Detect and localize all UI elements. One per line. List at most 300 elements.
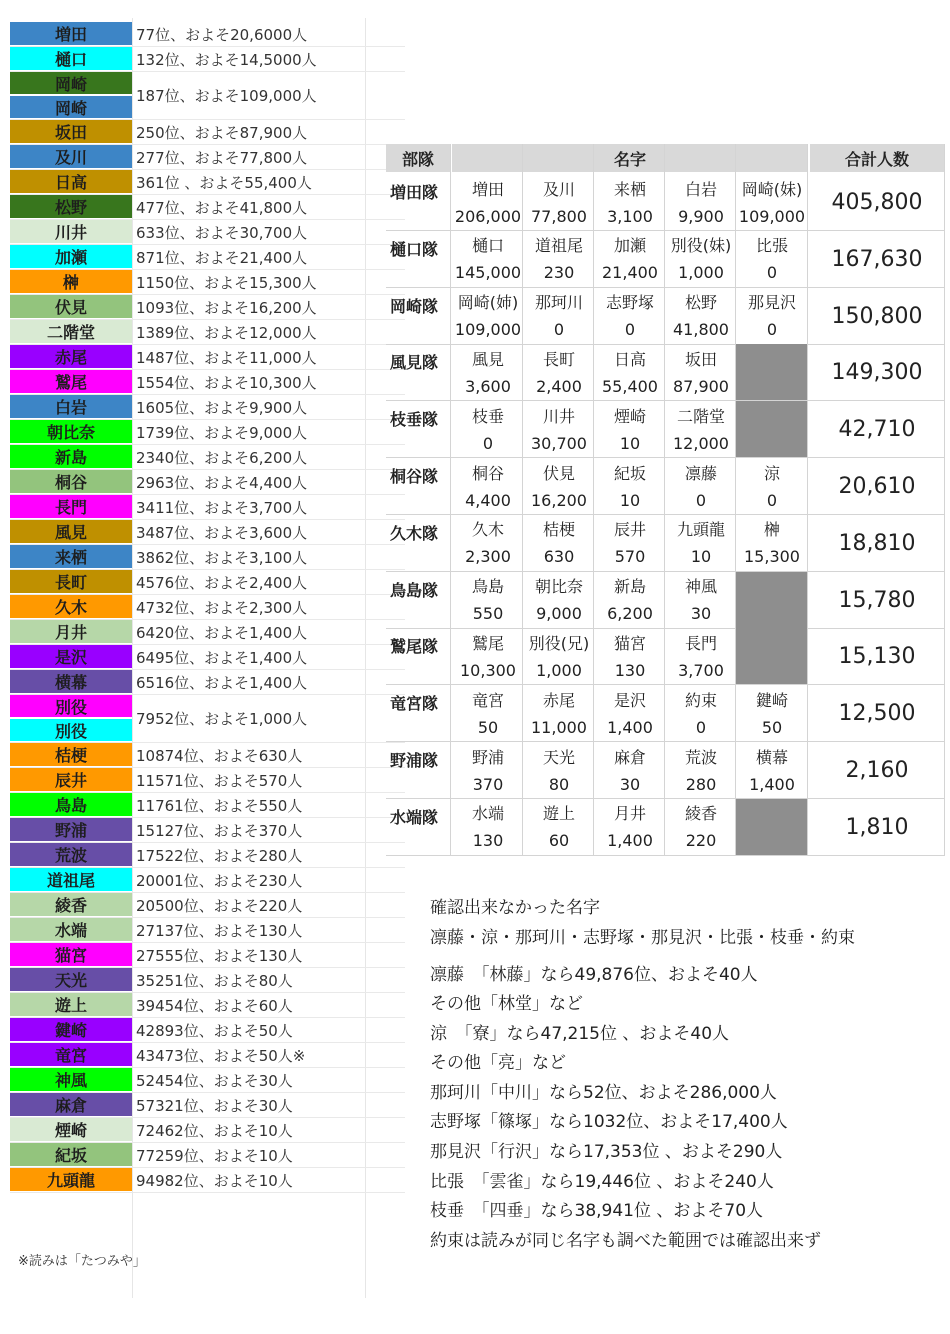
member-count: 87,900 bbox=[673, 376, 729, 396]
member-count: 0 bbox=[766, 320, 778, 340]
member-surname: 桔梗 bbox=[542, 520, 575, 540]
note-line: 志野塚「篠塚」なら1032位、およそ17,400人 bbox=[430, 1112, 788, 1132]
ranking-row bbox=[10, 1118, 405, 1143]
member-count: 0 bbox=[482, 433, 494, 453]
member-count: 10,300 bbox=[460, 660, 516, 680]
surname-label: 榊 bbox=[10, 270, 132, 293]
rank-and-population: 2963位、およそ4,400人 bbox=[136, 473, 308, 492]
member-surname: 綾香 bbox=[684, 804, 717, 824]
team-total: 15,130 bbox=[838, 644, 916, 670]
member-count: 10 bbox=[690, 547, 712, 567]
rank-and-population: 17522位、およそ280人 bbox=[136, 846, 303, 865]
ranking-row bbox=[10, 818, 405, 843]
note-line: 比張 「雲雀」なら19,446位 、およそ240人 bbox=[430, 1172, 774, 1192]
member-surname: 天光 bbox=[542, 747, 575, 767]
surname-cell bbox=[10, 743, 132, 767]
member-surname: 涼 bbox=[763, 463, 780, 483]
ranking-row bbox=[10, 170, 405, 195]
member-count: 1,000 bbox=[536, 660, 582, 680]
header-team: 部隊 bbox=[386, 144, 450, 172]
surname-label: 道祖尾 bbox=[10, 868, 132, 891]
member-surname: 伏見 bbox=[542, 463, 575, 483]
rank-and-population: 1093位、およそ16,200人 bbox=[136, 298, 317, 317]
ranking-row bbox=[10, 445, 405, 470]
member-surname: 竜宮 bbox=[471, 690, 504, 710]
member-surname: 加瀬 bbox=[613, 236, 646, 256]
rank-and-population: 72462位、およそ10人 bbox=[136, 1121, 293, 1140]
surname-cell bbox=[10, 72, 132, 119]
team-block bbox=[386, 231, 950, 288]
member-count: 16,200 bbox=[531, 490, 587, 510]
note-line: 約束は読みが同じ名字も調べた範囲では確認出来ず bbox=[430, 1231, 821, 1251]
ranking-row bbox=[10, 495, 405, 520]
ranking-row bbox=[10, 743, 405, 768]
member-count: 1,400 bbox=[607, 717, 653, 737]
member-count: 3,100 bbox=[607, 206, 653, 226]
member-surname: 風見 bbox=[471, 349, 504, 369]
surname-label: 鳥島 bbox=[10, 793, 132, 816]
surname-label: 野浦 bbox=[10, 818, 132, 841]
team-block bbox=[386, 742, 950, 799]
rank-and-population: 361位 、およそ55,400人 bbox=[136, 173, 312, 192]
member-count: 550 bbox=[472, 604, 504, 624]
member-surname: 約束 bbox=[684, 690, 717, 710]
member-surname: 神風 bbox=[684, 577, 717, 597]
member-count: 0 bbox=[695, 717, 707, 737]
member-surname: 志野塚 bbox=[605, 293, 654, 313]
member-surname: 辰井 bbox=[613, 520, 646, 540]
member-surname: 那珂川 bbox=[534, 293, 583, 313]
team-name: 樋口隊 bbox=[390, 239, 439, 259]
team-name: 水端隊 bbox=[390, 807, 439, 827]
surname-cell bbox=[10, 170, 132, 194]
surname-label: 辰井 bbox=[10, 768, 132, 791]
member-count: 280 bbox=[685, 774, 717, 794]
surname-cell bbox=[10, 818, 132, 842]
note-line: 凛藤・涼・那珂川・志野塚・那見沢・比張・枝垂・約束 bbox=[430, 928, 855, 948]
surname-label: 鍵崎 bbox=[10, 1018, 132, 1041]
surname-label: 竜宮 bbox=[10, 1043, 132, 1066]
team-block bbox=[386, 572, 950, 629]
rank-and-population: 2340位、およそ6,200人 bbox=[136, 448, 308, 467]
rank-and-population: 6516位、およそ1,400人 bbox=[136, 673, 308, 692]
ranking-row bbox=[10, 295, 405, 320]
member-count: 41,800 bbox=[673, 320, 729, 340]
empty-cell bbox=[736, 827, 808, 855]
surname-cell bbox=[10, 1143, 132, 1167]
team-total: 1,810 bbox=[845, 814, 909, 840]
member-surname: 道祖尾 bbox=[534, 236, 583, 256]
surname-label: 風見 bbox=[10, 520, 132, 543]
surname-label: 白岩 bbox=[10, 395, 132, 418]
surname-label: 別役 bbox=[10, 695, 132, 717]
empty-cell bbox=[736, 600, 808, 628]
member-surname: 凛藤 bbox=[684, 463, 717, 483]
member-count: 80 bbox=[548, 774, 570, 794]
member-count: 370 bbox=[472, 774, 504, 794]
team-block bbox=[386, 685, 950, 742]
member-count: 3,700 bbox=[678, 660, 724, 680]
surname-cell bbox=[10, 220, 132, 244]
member-surname: 麻倉 bbox=[613, 747, 646, 767]
member-surname: 榊 bbox=[763, 520, 780, 540]
surname-label: 朝比奈 bbox=[10, 420, 132, 443]
rank-and-population: 1389位、およそ12,000人 bbox=[136, 323, 317, 342]
rank-and-population: 77259位、およそ10人 bbox=[136, 1146, 293, 1165]
member-count: 10 bbox=[619, 433, 641, 453]
ranking-row bbox=[10, 768, 405, 793]
member-surname: 白岩 bbox=[684, 179, 717, 199]
member-surname: 長町 bbox=[542, 349, 575, 369]
rank-and-population: 633位、およそ30,700人 bbox=[136, 223, 308, 242]
team-name: 風見隊 bbox=[390, 353, 439, 373]
rank-and-population: 27555位、およそ130人 bbox=[136, 946, 303, 965]
rank-and-population: 4576位、およそ2,400人 bbox=[136, 573, 308, 592]
ranking-row bbox=[10, 145, 405, 170]
ranking-row bbox=[10, 620, 405, 645]
team-name: 野浦隊 bbox=[390, 751, 439, 770]
surname-cell bbox=[10, 345, 132, 369]
surname-label: 天光 bbox=[10, 968, 132, 991]
member-count: 206,000 bbox=[454, 206, 522, 226]
rank-and-population: 477位、およそ41,800人 bbox=[136, 198, 308, 217]
squad-table bbox=[386, 144, 950, 856]
surname-label: 荒波 bbox=[10, 843, 132, 866]
ranking-row bbox=[10, 1093, 405, 1118]
surname-label: 樋口 bbox=[10, 47, 132, 70]
ranking-row bbox=[10, 570, 405, 595]
member-count: 130 bbox=[472, 831, 504, 851]
member-count: 11,000 bbox=[531, 717, 587, 737]
surname-label: 麻倉 bbox=[10, 1093, 132, 1116]
member-surname: 紀坂 bbox=[613, 463, 646, 483]
member-count: 130 bbox=[614, 660, 646, 680]
member-count: 55,400 bbox=[602, 376, 658, 396]
surname-cell bbox=[10, 620, 132, 644]
note-line: 涼 「寮」なら47,215位 、およそ40人 bbox=[430, 1024, 730, 1044]
surname-cell bbox=[10, 420, 132, 444]
team-block bbox=[386, 515, 950, 572]
surname-label: 来栖 bbox=[10, 545, 132, 568]
surname-label: 松野 bbox=[10, 195, 132, 218]
rank-and-population: 6420位、およそ1,400人 bbox=[136, 623, 308, 642]
ranking-row bbox=[10, 793, 405, 818]
ranking-row bbox=[10, 968, 405, 993]
member-surname: 川井 bbox=[542, 406, 575, 426]
member-count: 0 bbox=[695, 490, 707, 510]
surname-label: 遊上 bbox=[10, 993, 132, 1016]
team-block bbox=[386, 628, 950, 685]
rank-and-population: 7952位、およそ1,000人 bbox=[136, 710, 308, 728]
ranking-row bbox=[10, 595, 405, 620]
surname-cell bbox=[10, 843, 132, 867]
ranking-row bbox=[10, 22, 405, 47]
surname-label: 煙崎 bbox=[10, 1118, 132, 1141]
rank-and-population: 57321位、およそ30人 bbox=[136, 1096, 293, 1115]
member-count: 230 bbox=[543, 263, 575, 283]
ranking-row bbox=[10, 470, 405, 495]
empty-cell bbox=[736, 344, 808, 372]
team-total: 149,300 bbox=[831, 360, 923, 386]
column-divider bbox=[450, 144, 451, 856]
rank-and-population: 1605位、およそ9,900人 bbox=[136, 398, 308, 417]
surname-label: 久木 bbox=[10, 595, 132, 618]
note-line: 枝垂 「四垂」なら38,941位 、およそ70人 bbox=[430, 1201, 764, 1221]
ranking-row bbox=[10, 918, 405, 943]
team-name: 桐谷隊 bbox=[390, 467, 439, 486]
member-count: 630 bbox=[543, 547, 575, 567]
member-surname: 水端 bbox=[471, 804, 504, 824]
ranking-row bbox=[10, 645, 405, 670]
member-surname: 鷲尾 bbox=[471, 633, 504, 653]
note-line: 那見沢「行沢」なら17,353位 、およそ290人 bbox=[430, 1142, 783, 1162]
member-surname: 長門 bbox=[684, 633, 717, 653]
member-count: 1,400 bbox=[749, 774, 795, 794]
rank-and-population: 871位、およそ21,400人 bbox=[136, 248, 308, 267]
rank-and-population: 1150位、およそ15,300人 bbox=[136, 273, 317, 292]
team-total: 12,500 bbox=[838, 701, 916, 727]
empty-cell bbox=[736, 401, 808, 429]
ranking-row bbox=[10, 1168, 405, 1193]
surname-cell bbox=[10, 120, 132, 144]
ranking-row bbox=[10, 868, 405, 893]
member-count: 50 bbox=[477, 717, 499, 737]
surname-label: 伏見 bbox=[10, 295, 132, 318]
member-surname: 朝比奈 bbox=[534, 577, 583, 597]
rank-and-population: 11761位、およそ550人 bbox=[136, 796, 303, 815]
rank-and-population: 187位、およそ109,000人 bbox=[136, 87, 317, 105]
member-surname: 荒波 bbox=[684, 747, 717, 767]
member-surname: 月井 bbox=[613, 804, 646, 824]
member-surname: 新島 bbox=[613, 577, 646, 597]
member-surname: 来栖 bbox=[613, 179, 646, 199]
rank-and-population: 3411位、およそ3,700人 bbox=[136, 498, 308, 517]
ranking-row bbox=[10, 670, 405, 695]
header-surnames: 名字 bbox=[452, 144, 808, 172]
member-count: 50 bbox=[761, 717, 783, 737]
rank-and-population: 94982位、およそ10人 bbox=[136, 1171, 293, 1190]
surname-cell bbox=[10, 570, 132, 594]
member-count: 15,300 bbox=[744, 547, 800, 567]
team-total: 2,160 bbox=[845, 758, 909, 783]
rank-and-population: 10874位、およそ630人 bbox=[136, 746, 303, 765]
rank-and-population: 27137位、およそ130人 bbox=[136, 921, 303, 940]
column-divider bbox=[522, 144, 523, 856]
member-count: 1,400 bbox=[607, 831, 653, 851]
surname-cell bbox=[10, 595, 132, 619]
member-surname: 猫宮 bbox=[613, 633, 646, 653]
note-line: 那珂川「中川」なら52位、およそ286,000人 bbox=[430, 1083, 777, 1103]
member-surname: 日高 bbox=[613, 349, 646, 369]
team-name: 増田隊 bbox=[390, 183, 439, 202]
member-count: 1,000 bbox=[678, 263, 724, 283]
surname-cell bbox=[10, 645, 132, 669]
ranking-row bbox=[10, 420, 405, 445]
member-surname: 岡崎(妹) bbox=[741, 179, 803, 199]
member-count: 0 bbox=[766, 263, 778, 283]
team-name: 鳥島隊 bbox=[390, 580, 439, 600]
surname-cell bbox=[10, 195, 132, 219]
rank-and-population: 6495位、およそ1,400人 bbox=[136, 648, 308, 667]
empty-cell bbox=[736, 799, 808, 827]
team-block bbox=[386, 288, 950, 345]
rank-and-population: 250位、およそ87,900人 bbox=[136, 123, 308, 142]
surname-label: 水端 bbox=[10, 918, 132, 941]
surname-label: 鷲尾 bbox=[10, 370, 132, 393]
rank-and-population: 277位、およそ77,800人 bbox=[136, 148, 308, 167]
ranking-row bbox=[10, 1143, 405, 1168]
surname-cell bbox=[10, 768, 132, 792]
member-surname: 是沢 bbox=[613, 690, 646, 710]
surname-cell bbox=[10, 695, 132, 742]
surname-cell bbox=[10, 918, 132, 942]
surname-cell bbox=[10, 545, 132, 569]
surname-cell bbox=[10, 145, 132, 169]
member-surname: 松野 bbox=[684, 293, 717, 313]
ranking-row bbox=[10, 47, 405, 72]
member-surname: 煙崎 bbox=[613, 406, 646, 426]
member-count: 109,000 bbox=[738, 206, 806, 226]
note-line: 凛藤 「林藤」なら49,876位、およそ40人 bbox=[430, 965, 758, 985]
surname-cell bbox=[10, 943, 132, 967]
member-surname: 赤尾 bbox=[542, 690, 575, 710]
ranking-row bbox=[10, 1068, 405, 1093]
ranking-row bbox=[10, 843, 405, 868]
member-surname: 鳥島 bbox=[471, 577, 504, 597]
ranking-row bbox=[10, 370, 405, 395]
empty-cell bbox=[736, 429, 808, 457]
member-surname: 九頭龍 bbox=[676, 520, 725, 540]
team-name: 岡崎隊 bbox=[390, 296, 439, 316]
member-count: 60 bbox=[548, 831, 570, 851]
surname-label: 岡崎 bbox=[10, 72, 132, 94]
member-surname: 枝垂 bbox=[471, 406, 504, 426]
rank-and-population: 11571位、およそ570人 bbox=[136, 771, 303, 790]
surname-label: 神風 bbox=[10, 1068, 132, 1091]
surname-label: 日高 bbox=[10, 170, 132, 193]
member-count: 30 bbox=[619, 774, 641, 794]
surname-label: 桔梗 bbox=[10, 743, 132, 766]
rank-and-population: 1739位、およそ9,000人 bbox=[136, 423, 308, 442]
rank-and-population: 52454位、およそ30人 bbox=[136, 1071, 293, 1090]
ranking-row bbox=[10, 245, 405, 270]
team-block bbox=[386, 174, 950, 231]
surname-label: 新島 bbox=[10, 445, 132, 468]
rank-and-population: 132位、およそ14,5000人 bbox=[136, 50, 317, 69]
surname-label: 是沢 bbox=[10, 645, 132, 668]
member-surname: 桐谷 bbox=[471, 463, 504, 483]
surname-cell bbox=[10, 1043, 132, 1067]
rank-and-population: 42893位、およそ50人 bbox=[136, 1021, 293, 1040]
ranking-row bbox=[10, 893, 405, 918]
team-total: 15,780 bbox=[838, 587, 916, 613]
member-count: 0 bbox=[624, 320, 636, 340]
empty-cell bbox=[736, 656, 808, 684]
member-surname: 二階堂 bbox=[676, 406, 725, 426]
surname-cell bbox=[10, 520, 132, 544]
surname-cell bbox=[10, 993, 132, 1017]
member-count: 220 bbox=[685, 831, 717, 851]
note-line: その他「林堂」など bbox=[430, 994, 583, 1014]
rank-and-population: 39454位、およそ60人 bbox=[136, 996, 293, 1015]
member-surname: 横幕 bbox=[755, 747, 788, 767]
surname-label: 加瀬 bbox=[10, 245, 132, 268]
surname-label: 岡崎 bbox=[10, 96, 132, 118]
surname-label: 及川 bbox=[10, 145, 132, 168]
member-surname: 野浦 bbox=[471, 747, 504, 767]
column-divider bbox=[593, 144, 594, 856]
surname-label: 月井 bbox=[10, 620, 132, 643]
rank-and-population: 77位、およそ20,6000人 bbox=[136, 25, 308, 44]
member-count: 145,000 bbox=[454, 263, 522, 283]
member-surname: 坂田 bbox=[684, 349, 717, 369]
member-surname: 別役(妹) bbox=[670, 236, 732, 256]
member-surname: 遊上 bbox=[542, 804, 575, 824]
header-total: 合計人数 bbox=[810, 144, 944, 172]
empty-cell bbox=[736, 628, 808, 656]
surname-cell bbox=[10, 245, 132, 269]
surname-cell bbox=[10, 270, 132, 294]
surname-label: 二階堂 bbox=[10, 320, 132, 343]
member-count: 3,600 bbox=[465, 376, 511, 396]
surname-cell bbox=[10, 1118, 132, 1142]
surname-cell bbox=[10, 470, 132, 494]
surname-label: 横幕 bbox=[10, 670, 132, 693]
surname-label: 長町 bbox=[10, 570, 132, 593]
team-total: 405,800 bbox=[831, 190, 923, 215]
column-divider bbox=[807, 144, 808, 856]
note-line: 確認出来なかった名字 bbox=[430, 898, 600, 918]
surname-label: 赤尾 bbox=[10, 345, 132, 368]
column-divider bbox=[944, 144, 945, 856]
member-surname: 岡崎(姉) bbox=[457, 293, 519, 313]
empty-cell bbox=[736, 372, 808, 400]
member-surname: 比張 bbox=[755, 236, 788, 256]
ranking-row bbox=[10, 395, 405, 420]
rank-and-population: 3487位、およそ3,600人 bbox=[136, 523, 308, 542]
ranking-row bbox=[10, 345, 405, 370]
ranking-row bbox=[10, 1043, 405, 1068]
member-count: 77,800 bbox=[531, 206, 587, 226]
ranking-row bbox=[10, 520, 405, 545]
team-total: 150,800 bbox=[831, 303, 923, 329]
rank-and-population: 3862位、およそ3,100人 bbox=[136, 548, 308, 567]
member-surname: 増田 bbox=[471, 179, 504, 199]
surname-label: 九頭龍 bbox=[10, 1168, 132, 1191]
surname-cell bbox=[10, 495, 132, 519]
ranking-row bbox=[10, 120, 405, 145]
member-surname: 樋口 bbox=[471, 236, 504, 256]
surname-label: 川井 bbox=[10, 220, 132, 243]
surname-cell bbox=[10, 47, 132, 71]
member-count: 12,000 bbox=[673, 433, 729, 453]
team-total: 20,610 bbox=[838, 474, 916, 499]
surname-cell bbox=[10, 320, 132, 344]
surname-cell bbox=[10, 793, 132, 817]
surname-label: 長門 bbox=[10, 495, 132, 518]
rank-and-population: 4732位、およそ2,300人 bbox=[136, 598, 308, 617]
rank-and-population: 43473位、およそ50人※ bbox=[136, 1046, 306, 1065]
member-count: 9,900 bbox=[678, 206, 724, 226]
surname-cell bbox=[10, 445, 132, 469]
member-count: 9,000 bbox=[536, 604, 582, 624]
surname-cell bbox=[10, 893, 132, 917]
surname-cell bbox=[10, 22, 132, 46]
surname-cell bbox=[10, 1168, 132, 1192]
surname-label: 桐谷 bbox=[10, 470, 132, 493]
surname-cell bbox=[10, 1068, 132, 1092]
rank-and-population: 1487位、およそ11,000人 bbox=[136, 348, 317, 367]
